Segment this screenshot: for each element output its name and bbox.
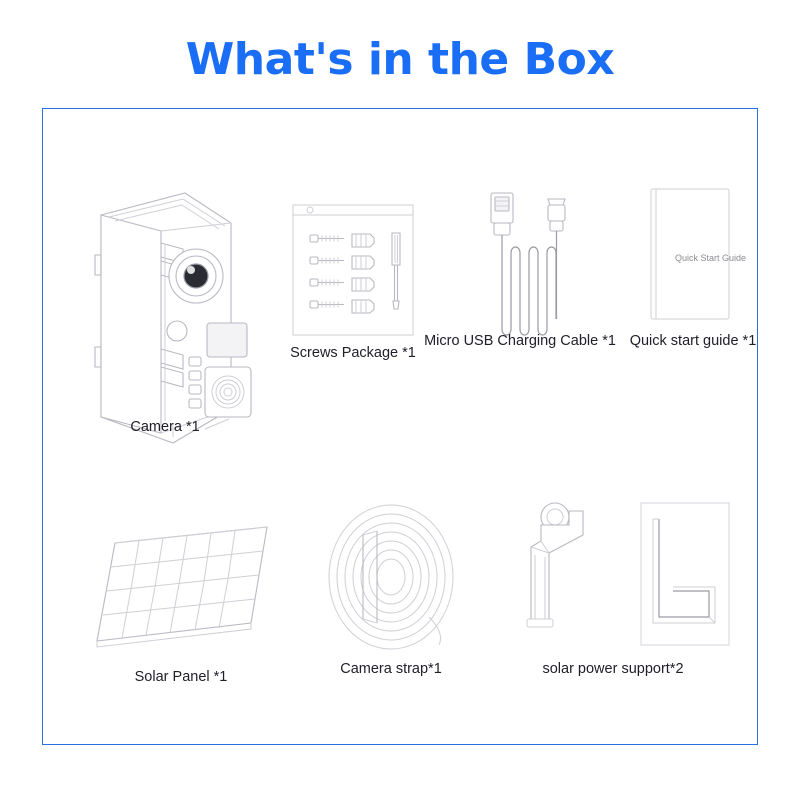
item-screws-package-label: Screws Package *1: [290, 345, 416, 361]
trail-camera-icon: [65, 171, 265, 461]
item-quick-start-guide: [623, 179, 757, 364]
item-micro-usb-charging-cable-label: Micro USB Charging Cable *1: [424, 333, 616, 349]
item-camera-strap-label: Camera strap*1: [340, 661, 442, 677]
screws-package-icon: [288, 191, 418, 341]
item-quick-start-guide-label: Quick start guide *1: [629, 333, 757, 349]
usb-cable-icon: [441, 179, 601, 349]
item-solar-power-support-label: solar power support*2: [542, 661, 684, 677]
booklet-icon: [623, 179, 753, 349]
solar-panel-icon: [71, 501, 291, 661]
coiled-strap-icon: [301, 495, 481, 665]
booklet-cover-text: Quick Start Guide: [675, 253, 747, 263]
item-camera-label: Camera *1: [130, 419, 200, 435]
item-solar-power-support: [483, 495, 743, 691]
page-title: What's in the Box: [185, 34, 615, 85]
item-camera-strap: [301, 495, 481, 691]
item-solar-panel-label: Solar Panel *1: [134, 669, 228, 685]
item-micro-usb-charging-cable: [424, 179, 616, 364]
item-solar-panel: [71, 501, 291, 691]
content-frame: [42, 108, 758, 745]
mounting-bracket-icon: [483, 495, 743, 665]
item-camera: [65, 171, 265, 461]
